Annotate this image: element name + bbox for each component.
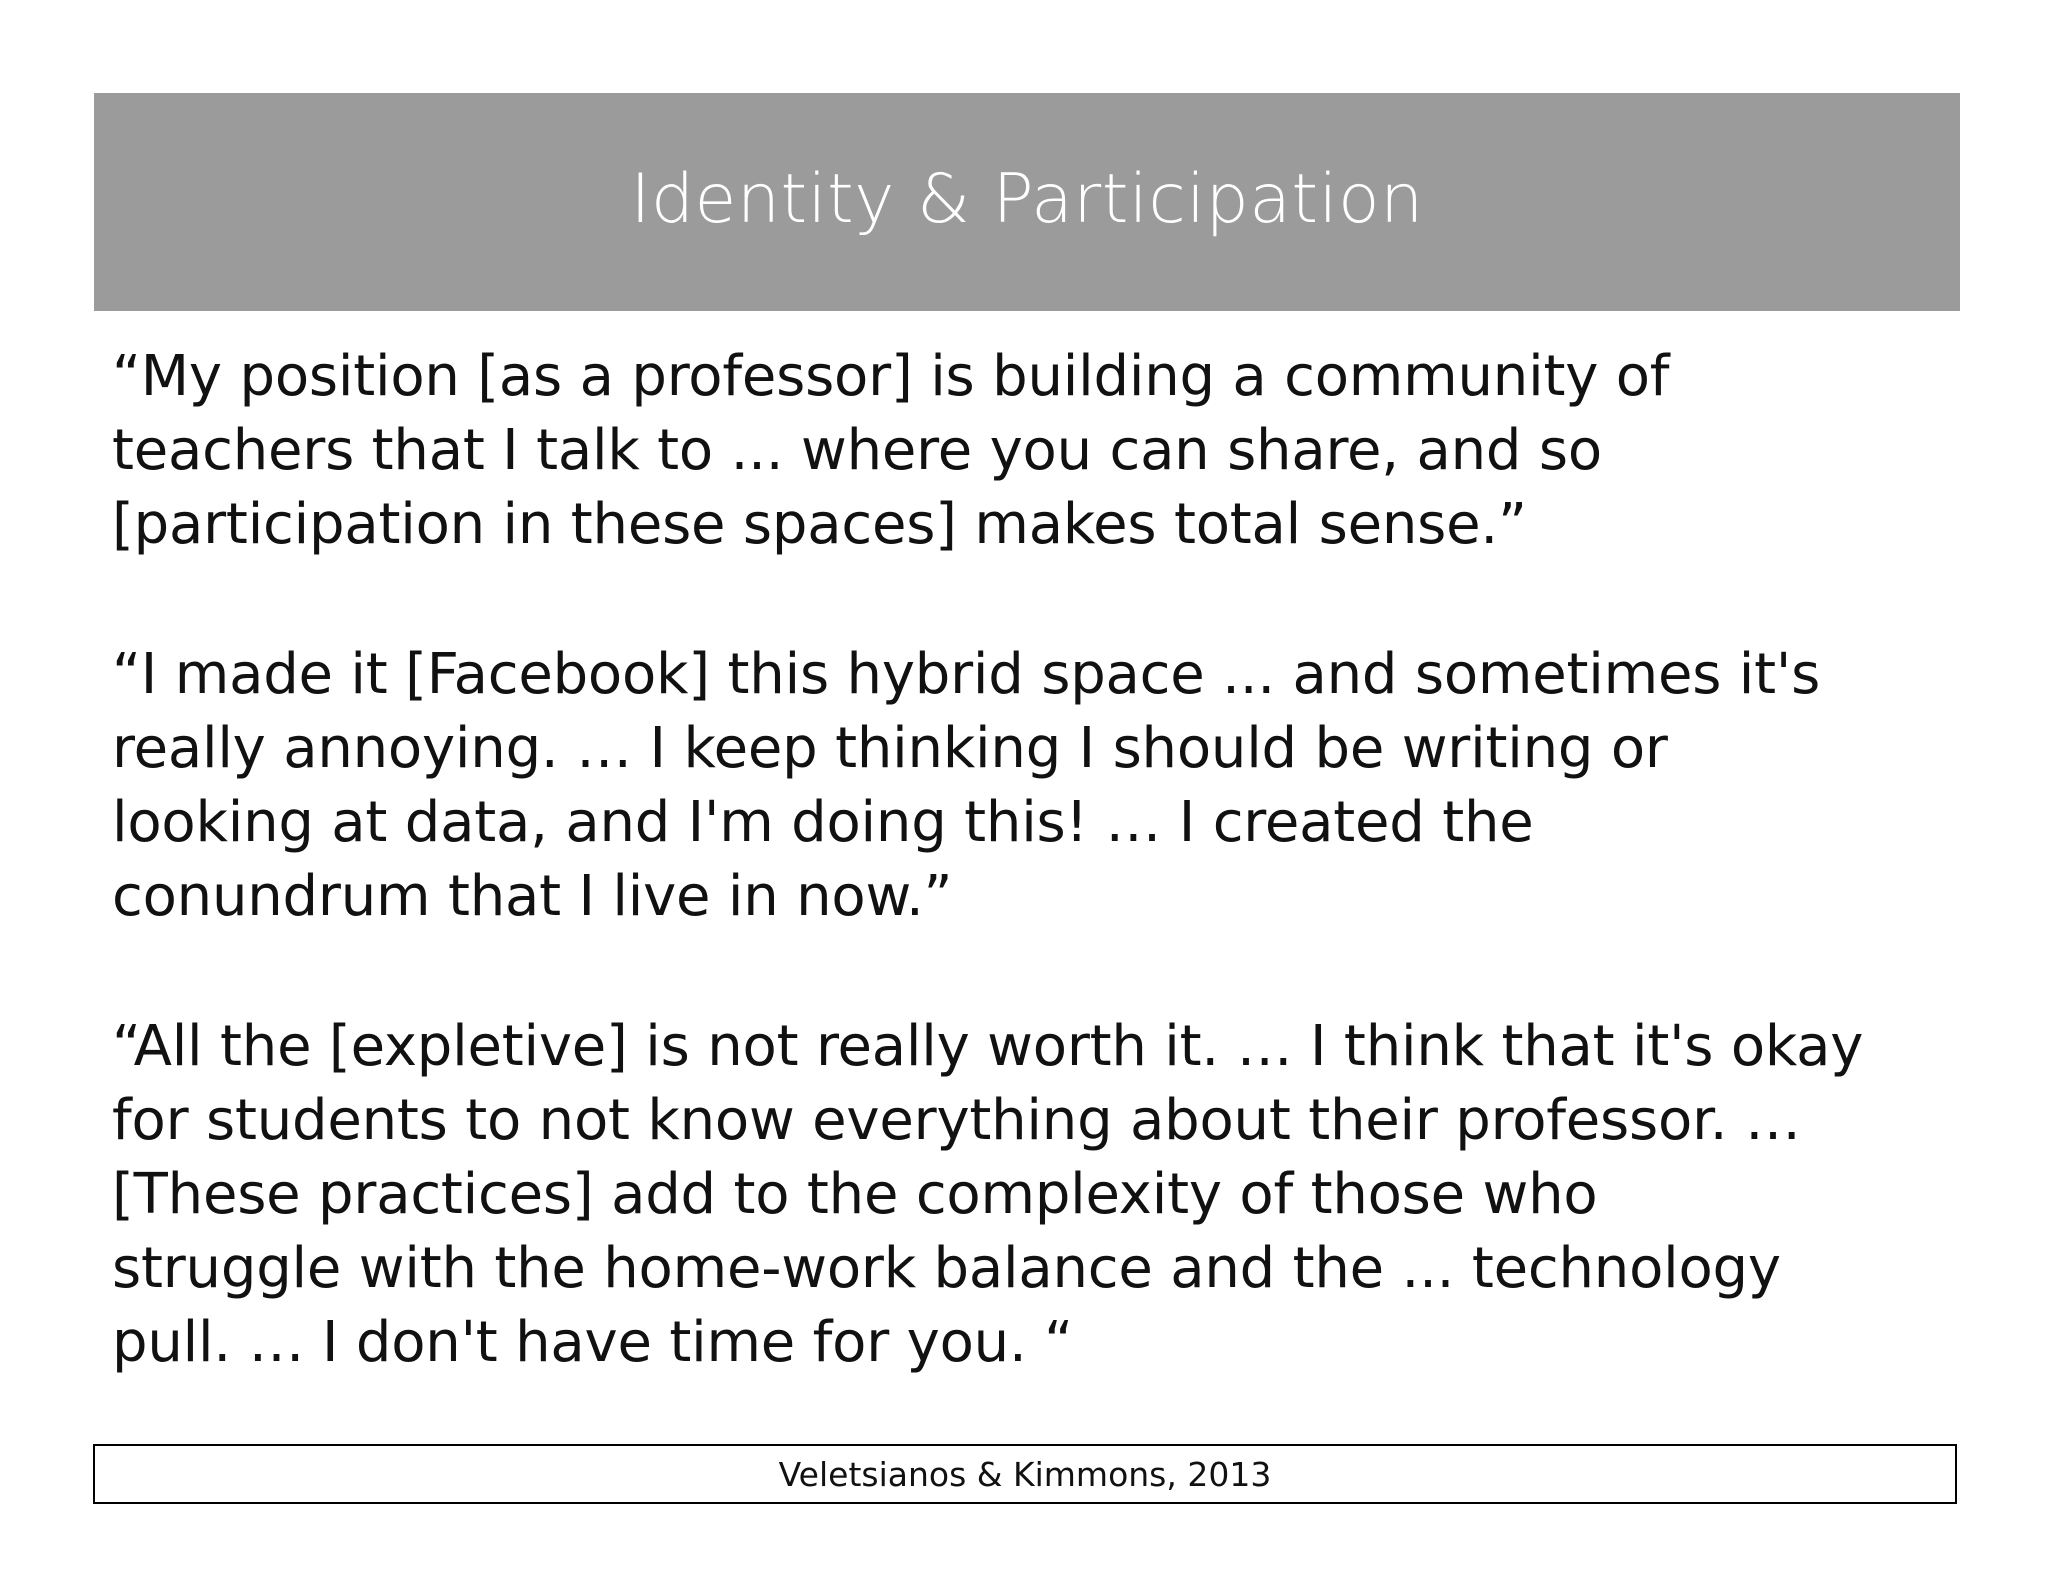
citation-box	[93, 1444, 1957, 1504]
quote-line: really annoying. … I keep thinking I should be writing or	[112, 716, 1668, 781]
quote-1	[112, 340, 1952, 562]
quote-line: struggle with the home-work balance and the ... technology	[112, 1236, 1781, 1301]
quote-2	[112, 638, 1952, 934]
quote-line: pull. … I don't have time for you. “	[112, 1310, 1073, 1375]
quote-line: “I made it [Facebook] this hybrid space ... and sometimes it's	[112, 642, 1821, 707]
quote-line: “All the [expletive] is not really worth it. … I think that it's okay	[112, 1014, 1864, 1079]
quote-line: teachers that I talk to ... where you can share, and so	[112, 418, 1602, 483]
quote-line: looking at data, and I'm doing this! … I created the	[112, 790, 1534, 855]
citation-text: Veletsianos & Kimmons, 2013	[778, 1454, 1272, 1494]
slide-title-bar	[94, 93, 1960, 311]
quote-line: [participation in these spaces] makes total sense.”	[112, 492, 1527, 557]
quotes-body	[112, 340, 1952, 1380]
quote-3	[112, 1010, 1952, 1380]
quote-line: [These practices] add to the complexity of those who	[112, 1162, 1598, 1227]
quote-line: conundrum that I live in now.”	[112, 864, 953, 929]
slide-title: Identity & Participation	[630, 159, 1424, 239]
quote-line: for students to not know everything about their professor. …	[112, 1088, 1801, 1153]
quote-line: “My position [as a professor] is building a community of	[112, 344, 1670, 409]
